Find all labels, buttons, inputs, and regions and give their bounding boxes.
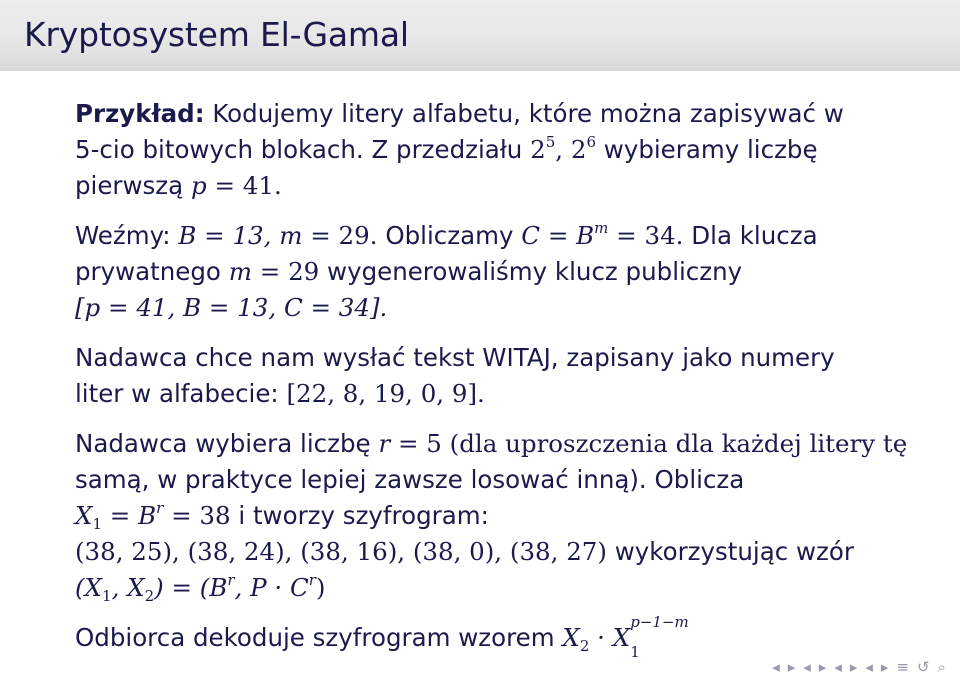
p4-line2: samą, w praktyce lepiej zawsze losować inną). Oblicza [75,465,745,494]
subsection-next-icon[interactable]: ▸ [849,658,858,676]
beamer-navigation[interactable] [772,658,946,676]
p4-line1: Nadawca wybiera liczbę r = 5 (dla uproszczenia dla każdej litery tę [75,429,908,458]
p4-line5: ($X_1$, $X_2) = (B^r$, $P \cdot C^r$) [75,571,326,605]
interval-math: $2^5$, $2^6$ [530,133,596,164]
p2-line1: Weźmy: B = 13, m = 29. Obliczamy $C = B^m = 34$. Dla klucza [75,219,818,250]
public-key: [p = 41, B = 13, C = 34]. [75,293,388,322]
frame-prev-icon[interactable]: ◂ [803,658,811,676]
section-prev-icon[interactable]: ◂ [865,658,873,676]
subsection-prev-icon[interactable]: ◂ [834,658,842,676]
frame-title: Kryptosystem El-Gamal [24,15,409,54]
ciphertext: (38, 25), (38, 24), (38, 16), (38, 0), (38, 27) [75,537,607,566]
frame-next-icon[interactable]: ▸ [818,658,827,676]
frame-title-bar [0,0,960,71]
p3-line2: liter w alfabecie: [22, 8, 19, 0, 9]. [75,379,485,408]
p4-line3: $X_1 = B^r = 38$ i tworzy szyfrogram: [75,499,489,533]
search-icon[interactable]: ⌕ [937,658,946,676]
menu-icon[interactable]: ≡ [896,658,910,676]
p2-line2: prywatnego m = 29 wygenerowaliśmy klucz publiczny [75,257,743,286]
p1-line1: Przykład: Kodujemy litery alfabetu, które można zapisywać w [75,99,844,128]
nav-next-icon[interactable]: ▸ [787,658,796,676]
section-next-icon[interactable]: ▸ [880,658,889,676]
p3-line1: Nadawca chce nam wysłać tekst WITAJ, zapisany jako numery [75,343,835,372]
letter-array: [22, 8, 19, 0, 9]. [286,379,485,408]
p1-line2: 5-cio bitowych blokach. Z przedziału $2^5$, $2^6$ wybieramy liczbę [75,133,818,164]
example-label: Przykład: [75,99,205,128]
p2-line3 [75,290,945,326]
nav-prev-icon[interactable]: ◂ [772,658,780,676]
back-icon[interactable]: ↺ [917,658,930,676]
p1-line3: pierwszą p = 41. [75,171,282,200]
p4-line4: (38, 25), (38, 24), (38, 16), (38, 0), (38, 27) wykorzystując wzór [75,537,854,566]
slide-content [75,96,945,661]
p5-line1: Odbiorca dekoduje szyfrogram wzorem $X_2 \cdot X$ p−1−m 1 [75,613,689,661]
